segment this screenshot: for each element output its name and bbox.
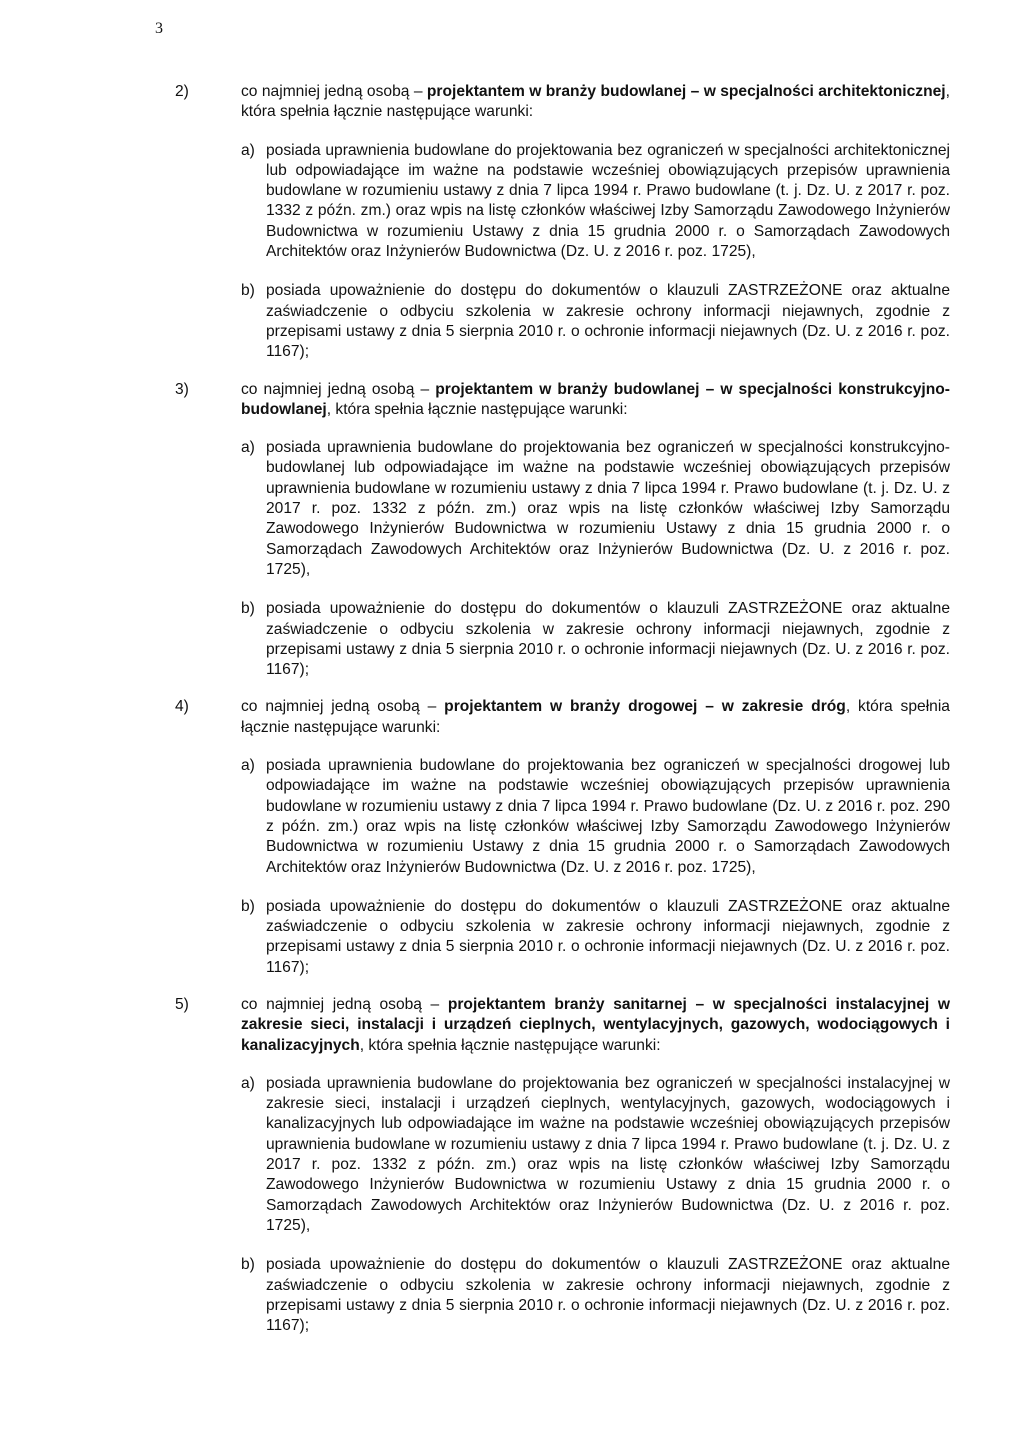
point-intro bbox=[241, 380, 950, 421]
intro-bold-text: projektantem w branży drogowej – w zakresie dróg bbox=[444, 698, 846, 716]
sub-point-letter: b) bbox=[241, 600, 255, 618]
sub-point bbox=[241, 599, 950, 680]
sub-point-text: posiada uprawnienia budowlane do projektowania bez ograniczeń w specjalności instalacyjnej w zakresie sieci, instalacji i urządzeń cieplnych, wentylacyjnych, gazowych, wodociągowych i kanalizacyjnych lub odpowiadające im ważne na podstawie wcześniej obowiązujących przepisów uprawnienia budowlane w rozumieniu ustawy z dnia 7 lipca 1994 r. Prawo budowlane (t. j. Dz. U. z 2017 r. poz. 1332 z późn. zm.) oraz wpis na listę członków właściwej Izby Samorządu Zawodowego Inżynierów Budownictwa w rozumieniu Ustawy z dnia 15 grudnia 2000 r. o Samorządach Zawodowych Architektów oraz Inżynierów Budownictwa (Dz. U. z 2016 r. poz. 1725), bbox=[266, 1074, 950, 1234]
point-intro bbox=[241, 995, 950, 1056]
sub-point-letter: a) bbox=[241, 439, 255, 457]
point-number: 5) bbox=[175, 995, 189, 1013]
document-body bbox=[175, 82, 950, 1353]
point-body bbox=[241, 995, 950, 1336]
sub-point bbox=[241, 756, 950, 878]
point-body bbox=[241, 380, 950, 681]
point-5 bbox=[175, 995, 950, 1336]
intro-text-end: , która spełnia łącznie następujące warunki: bbox=[241, 698, 950, 736]
intro-bold-text: projektantem w branży budowlanej – w specjalności architektonicznej bbox=[426, 83, 946, 100]
sub-point-text: posiada upoważnienie do dostępu do dokumentów o klauzuli ZASTRZEŻONE oraz aktualne zaświadczenie o odbyciu szkolenia w zakresie ochrony informacji niejawnych, zgodnie z przepisami ustawy z dnia 5 sierpnia 2010 r. o ochronie informacji niejawnych (Dz. U. z 2016 r. poz. 1167); bbox=[266, 1256, 950, 1335]
sub-point bbox=[241, 1074, 950, 1236]
sub-point bbox=[241, 1255, 950, 1336]
sub-point-letter: b) bbox=[241, 282, 255, 300]
point-3 bbox=[175, 380, 950, 681]
intro-bold-text: projektantem branży sanitarnej – w specjalności instalacyjnej w zakresie sieci, instalacji i urządzeń cieplnych, wentylacyjnych, gazowych, wodociągowych i kanalizacyjnych bbox=[241, 995, 950, 1054]
sub-point bbox=[241, 438, 950, 580]
sub-point bbox=[241, 141, 950, 263]
sub-point-text: posiada uprawnienia budowlane do projektowania bez ograniczeń w specjalności architektonicznej lub odpowiadające im ważne na podstawie wcześniej obowiązujących przepisów uprawnienia budowlane w rozumieniu ustawy z dnia 7 lipca 1994 r. Prawo budowlane (t. j. Dz. U. z 2017 r. poz. 1332 z późn. zm.) oraz wpis na listę członków właściwej Izby Samorządu Zawodowego Inżynierów Budownictwa w rozumieniu Ustawy z dnia 15 grudnia 2000 r. o Samorządach Zawodowych Architektów oraz Inżynierów Budownictwa (Dz. U. z 2016 r. poz. 1725), bbox=[266, 141, 950, 261]
intro-text: co najmniej jedną osobą – bbox=[241, 698, 445, 716]
point-number: 2) bbox=[175, 83, 189, 100]
sub-point-text: posiada uprawnienia budowlane do projektowania bez ograniczeń w specjalności konstrukcyjno-budowlanej lub odpowiadające im ważne na podstawie wcześniej obowiązujących przepisów uprawnienia budowlane w rozumieniu ustawy z dnia 7 lipca 1994 r. Prawo budowlane (t. j. Dz. U. z 2017 r. poz. 1332 z późn. zm.) oraz wpis na listę członków właściwej Izby Samorządu Zawodowego Inżynierów Budownictwa w rozumieniu Ustawy z dnia 15 grudnia 2000 r. o Samorządach Zawodowych Architektów oraz Inżynierów Budownictwa (Dz. U. z 2016 r. poz. 1725), bbox=[266, 439, 950, 578]
page-number: 3 bbox=[155, 20, 163, 37]
intro-text-end: , która spełnia łącznie następujące warunki: bbox=[241, 83, 950, 121]
point-body bbox=[241, 82, 950, 363]
sub-point-letter: a) bbox=[241, 1074, 255, 1092]
point-intro bbox=[241, 82, 950, 123]
point-number: 4) bbox=[175, 698, 189, 716]
intro-text-end: , która spełnia łącznie następujące warunki: bbox=[326, 400, 628, 418]
point-intro bbox=[241, 697, 950, 738]
point-4 bbox=[175, 697, 950, 978]
intro-bold-text: projektantem w branży budowlanej – w specjalności konstrukcyjno-budowlanej bbox=[241, 380, 950, 418]
sub-point-text: posiada upoważnienie do dostępu do dokumentów o klauzuli ZASTRZEŻONE oraz aktualne zaświadczenie o odbyciu szkolenia w zakresie ochrony informacji niejawnych, zgodnie z przepisami ustawy z dnia 5 sierpnia 2010 r. o ochronie informacji niejawnych (Dz. U. z 2016 r. poz. 1167); bbox=[266, 282, 950, 361]
intro-text: co najmniej jedną osobą – bbox=[241, 995, 448, 1013]
sub-point-text: posiada upoważnienie do dostępu do dokumentów o klauzuli ZASTRZEŻONE oraz aktualne zaświadczenie o odbyciu szkolenia w zakresie ochrony informacji niejawnych, zgodnie z przepisami ustawy z dnia 5 sierpnia 2010 r. o ochronie informacji niejawnych (Dz. U. z 2016 r. poz. 1167); bbox=[266, 600, 950, 679]
sub-point bbox=[241, 281, 950, 362]
sub-point-letter: b) bbox=[241, 897, 255, 915]
sub-point bbox=[241, 897, 950, 978]
sub-point-letter: a) bbox=[241, 757, 255, 775]
sub-point-text: posiada upoważnienie do dostępu do dokumentów o klauzuli ZASTRZEŻONE oraz aktualne zaświadczenie o odbyciu szkolenia w zakresie ochrony informacji niejawnych, zgodnie z przepisami ustawy z dnia 5 sierpnia 2010 r. o ochronie informacji niejawnych (Dz. U. z 2016 r. poz. 1167); bbox=[266, 897, 950, 976]
point-body bbox=[241, 697, 950, 978]
sub-point-letter: b) bbox=[241, 1256, 255, 1274]
sub-point-letter: a) bbox=[241, 141, 255, 159]
intro-text-end: , która spełnia łącznie następujące warunki: bbox=[359, 1036, 661, 1054]
intro-text: co najmniej jedną osobą – bbox=[241, 83, 427, 100]
sub-point-text: posiada uprawnienia budowlane do projektowania bez ograniczeń w specjalności drogowej lub odpowiadające im ważne na podstawie wcześniej obowiązujących przepisów uprawnienia budowlane w rozumieniu ustawy z dnia 7 lipca 1994 r. Prawo budowlane (Dz. U. z 2016 r. poz. 290 z późn. zm.) oraz wpis na listę członków właściwej Izby Samorządu Zawodowego Inżynierów Budownictwa w rozumieniu Ustawy z dnia 15 grudnia 2000 r. o Samorządach Zawodowych Architektów oraz Inżynierów Budownictwa (Dz. U. z 2016 r. poz. 1725), bbox=[266, 757, 950, 876]
point-2 bbox=[175, 82, 950, 363]
point-number: 3) bbox=[175, 380, 189, 398]
intro-text: co najmniej jedną osobą – bbox=[241, 380, 436, 398]
